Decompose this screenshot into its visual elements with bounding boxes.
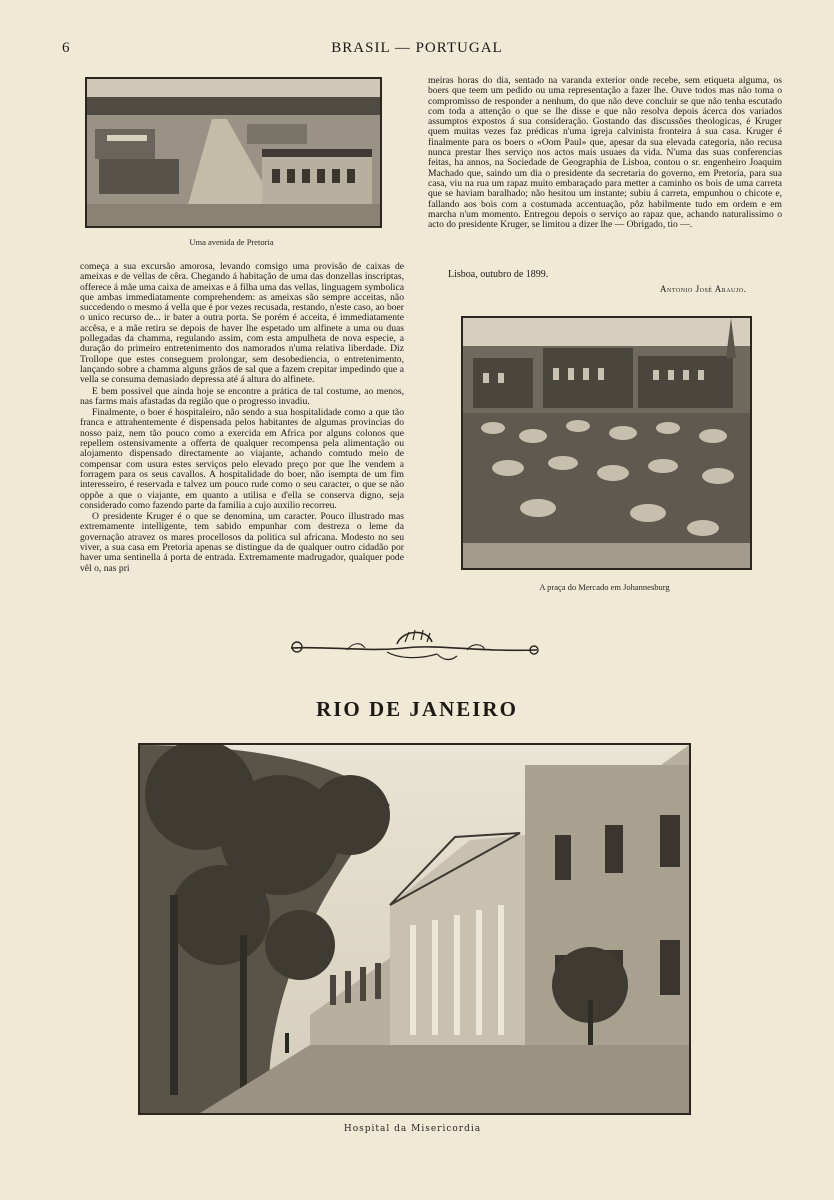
article-left-column [80,262,404,575]
right-paragraph: meiras horas do dia, sentado na varanda exterior onde recebe, sem etiqueta alguma, os boers que teem um pedido ou uma representação a fazer lhe. Ouve todos mas não toma o compromisso de responder a nenhum, do que não deve concluir se que não tenha escutado com toda a attenção o que se lhe disse e que não resolva depois ácerca dos variados assumptos expostos á sua consideração. Gostando das discussões theologicas, é Kruger quem muitas vezes faz prédicas n'uma igreja calvinista fronteira á sua casa. Kruger é finalmente para os boers o «Oom Paul» que, apesar da sua elevada categoria, não recusa nunca prestar lhes serviço nos actos mais usuaes da vida. N'uma das suas conferencias feitas, ha annos, na Sociedade de Geographia de Lisboa, contou o sr. engenheiro Joaquim Machado que, saindo um dia o presidente da secretaria do governo, em Pretoria, para sua casa, viu na rua um rapaz muito embaraçado para metter a caminho os bois de uma carreta que se haviam baralhado; não hesitou um instante; subiu á carreta, empunhou o chicote e, fallando aos bois com a costumada accentuação, pôz habilmente tudo em ordem e em marcha n'um momento. Entregou depois o serviço ao rapaz que, achando naturalissimo o acto do presidente Kruger, se limitou a dizer lhe — Obrigado, tio —. [428,75,782,231]
section-title: RIO DE JANEIRO [316,697,518,721]
johannesburg-market-photo [461,316,752,570]
johannesburg-caption: A praça do Mercado em Johannesburg [539,582,670,592]
pretoria-avenue-photo [85,77,382,228]
left-paragraph: começa a sua excursão amorosa, levando comsigo uma provisão de caixas de ameixas e de vellas de cêra. Chegando á habitação de uma das donzellas inscriptas, offerece á mãe uma caixa de ameixas e á filha uma das vellas, linguagem symbolica que ambas immediatamente comprehendem: as ameixas são sempre acceitas, não succedendo o mesmo á vella que é por vezes recusada, restando, n'este caso, ao boer o unico recurso de... ir bater a outra porta. Se porém é acceita, é immediatamente accêsa, e a mãe retira se depois de haver lhe espetado um alfinete a uma ou duas pollegadas da chamma, regulando assim, com esta ampulheta de nova especie, a duração do primeiro entretenimento dos namorados n'uma relativa liberdade. Diz Trollope que estes conseguem prolongar, sem desobediencia, o entretenimento, lançando sobre a chamma alguns grãos de sal que a fazem crepitar impedindo que a vella se consuma demasiado depressa até á altura do alfinete. [80,261,404,386]
hospital-caption: Hospital da Misericordia [343,1124,482,1134]
hospital-photo [138,743,691,1115]
pretoria-caption: Uma avenida de Pretoria [189,237,274,247]
article-right-column [428,76,782,231]
left-paragraph: Finalmente, o boer é hospitaleiro, não sendo a sua hospitalidade como a que tão franca e attrahentemente é dispensada pelos habitantes de algumas provincias do nosso paiz, nem tão pouco como a exercida em Africa por alguns colonos que repellem ostensivamente a offerta de qualquer recompensa pela alimentação ou alojamento dispensado directamente ao viajante, achando comtudo meio de compensar com usura estes serviços pelo elevado preço por que lhe vendem a forragem para os seus cavallos. A hospitalidade do boer, não isempta de um fim interesseiro, é reservada e talvez um pouco rude como o seu caracter, o que se não oppõe a que o viajante, em quanto a utilisa e d'ella se conserva digno, seja considerado como fazendo parte da familia a cujo auxilio recorreu. [80,407,404,511]
article-dateline: Lisboa, outubro de 1899. [448,269,549,280]
left-paragraph: O presidente Kruger é o que se denomina, um caracter. Pouco illustrado mas extremamente intelligente, tem sabido empunhar com destreza o leme da governação atravez os mares procellosos da politica sul africana. Modesto no seu viver, a sua casa em Pretoria apenas se distingue da de qualquer outro cidadão por haver uma sentinella á porta de entrada. Extremamente madrugador, qualquer pode vêl o, nas pri [80,511,404,574]
running-title: BRASIL — PORTUGAL [331,40,503,56]
floral-ornament-divider [287,626,543,664]
left-paragraph: E bem possivel que ainda hoje se encontre a prática de tal costume, ao menos, nas farms mais afastadas da região que o progresso invadiu. [80,385,404,407]
page-number: 6 [62,40,70,56]
author-signature: Antonio José Araujo. [660,284,747,294]
